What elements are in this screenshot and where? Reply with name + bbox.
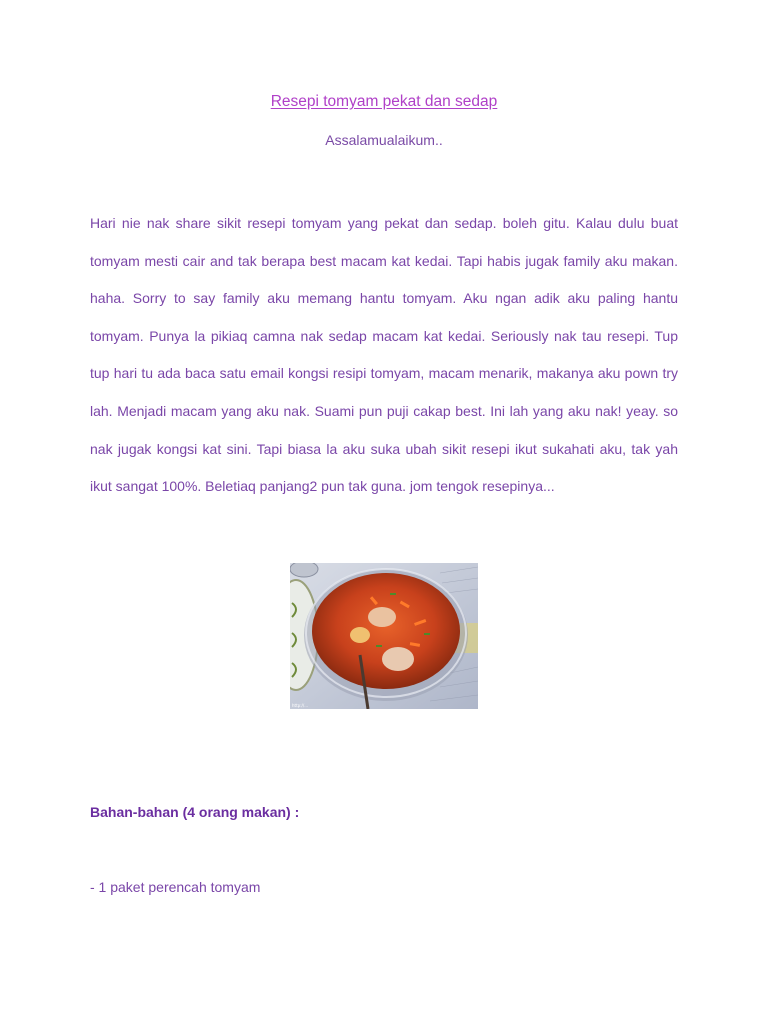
ingredient-item: - 1 paket perencah tomyam [90, 879, 261, 895]
tomyam-photo [290, 563, 478, 709]
ingredients-heading: Bahan-bahan (4 orang makan) : [90, 804, 300, 820]
page-title-link[interactable]: Resepi tomyam pekat dan sedap [270, 93, 498, 110]
greeting-text: Assalamualaikum.. [325, 132, 443, 148]
intro-paragraph: Hari nie nak share sikit resepi tomyam yang pekat dan sedap. boleh gitu. Kalau dulu buat tomyam mesti cair and tak berapa best macam kat kedai. Tapi habis jugak family aku makan. haha. Sorry to say family aku memang hantu tomyam. Aku ngan adik aku paling hantu tomyam. Punya la pikiaq camna nak sedap macam kat kedai. Seriously nak tau resepi. Tup tup hari tu ada baca satu email kongsi resipi tomyam, macam menarik, makanya aku pown try lah. Menjadi macam yang aku nak. Suami pun puji cakap best. Ini lah yang aku nak! yeay. so nak jugak kongsi kat sini. Tapi biasa la aku suka ubah sikit resepi ikut sukahati aku, tak yah ikut sangat 100%. Beletiaq panjang2 pun tak guna. jom tengok resepinya... [90, 215, 678, 495]
photo-caption: http://... [292, 703, 309, 708]
